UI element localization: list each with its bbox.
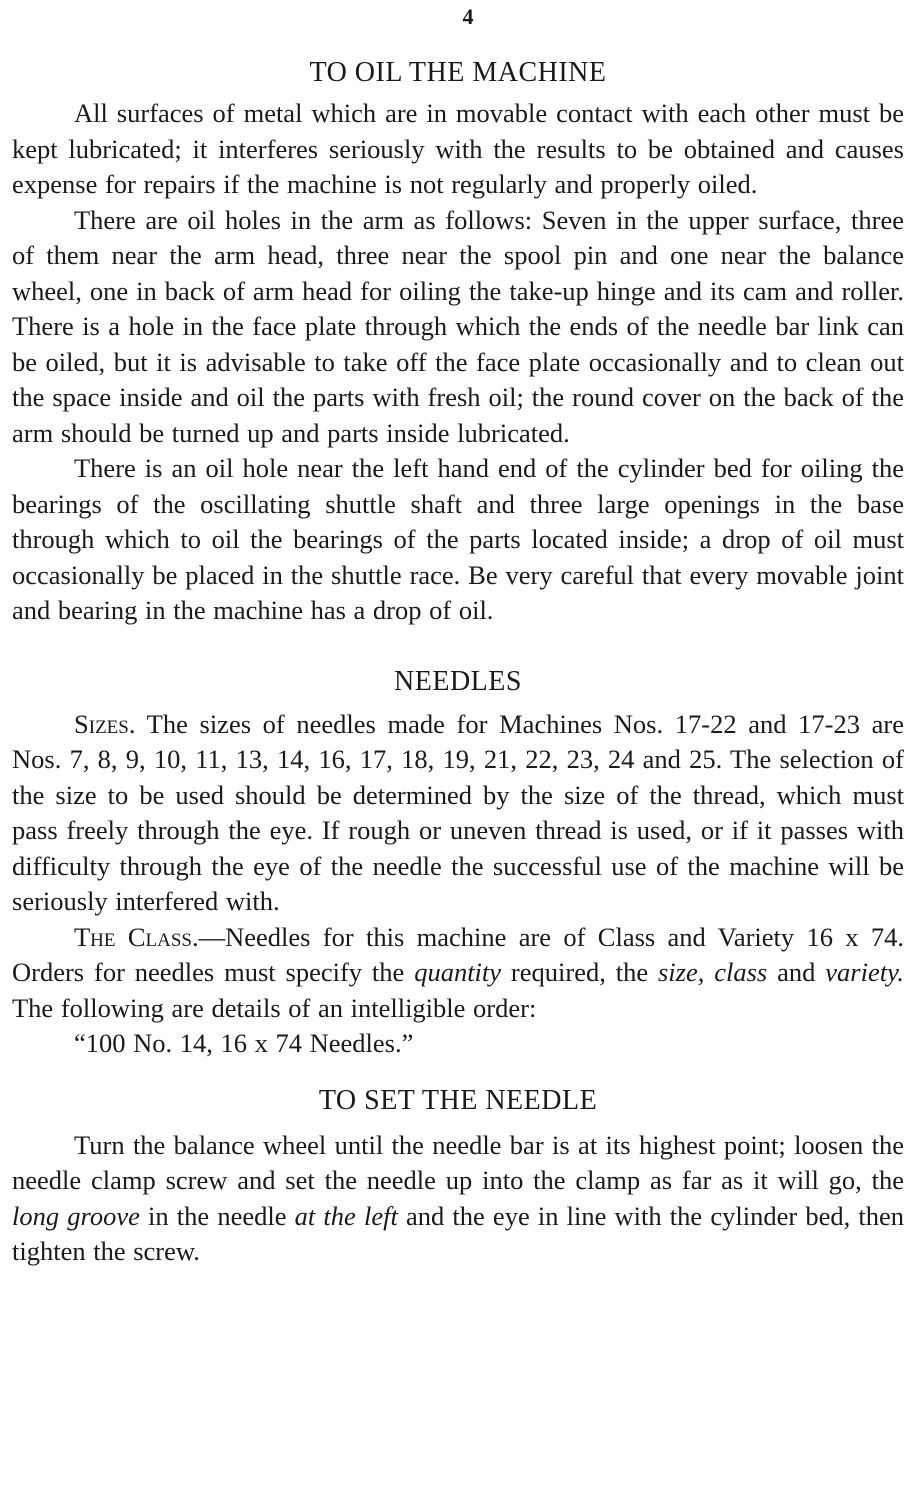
set-em-long-groove: long groove <box>12 1200 140 1231</box>
class-text-1: —Needles for this machine are of Class and Variety 16 x 74. Orders for needles must specify the <box>12 921 905 987</box>
set-text-3: and the eye in line with the cylinder bed, then tighten the screw. <box>12 1200 904 1266</box>
oil-paragraph-3: There is an oil hole near the left hand end of the cylinder bed for oiling the bearings of the oscillating shuttle shaft and three large openings in the base through which to oil the bearings of the parts located inside; a drop of oil must occasionally be placed in the shuttle race. Be very careful that every movable joint and bearing in the machine has a drop of oil. <box>12 453 904 625</box>
oil-paragraph-2: There are oil holes in the arm as follows: Seven in the upper surface, three of them near the arm head, three near the spool pin and one near the balance wheel, one in back of arm head for oiling the take-up hinge and its cam and roller. There is a hole in the face plate through which the ends of the needle bar link can be oiled, but it is advisable to take off the face plate occasionally and to clean out the space inside and oil the parts with fresh oil; the round cover on the back of the arm should be turned up and parts inside lubricated. <box>12 204 904 448</box>
needle-sizes-paragraph <box>12 707 904 920</box>
set-text-1: Turn the balance wheel until the needle bar is at its highest point; loosen the needle clamp screw and set the needle up into the clamp as far as it will go, the <box>12 1129 904 1195</box>
heading-needles: NEEDLES <box>394 665 522 697</box>
class-text-2: required, the <box>501 957 658 987</box>
oil-paragraph-1: All surfaces of metal which are in movable contact with each other must be kept lubricated; it interferes seriously with the results to be obtained and causes expense for repairs if the machine is not regularly and properly oiled. <box>12 98 904 199</box>
heading-to-oil-the-machine: TO OIL THE MACHINE <box>309 57 607 88</box>
order-example: “100 No. 14, 16 x 74 Needles.” <box>74 1028 414 1058</box>
class-lead: The Class. <box>74 921 199 952</box>
class-em-variety: variety. <box>825 957 905 987</box>
set-em-at-the-left: at the left <box>294 1200 398 1231</box>
set-needle-paragraph <box>12 1128 904 1270</box>
heading-to-set-the-needle: TO SET THE NEEDLE <box>318 1084 598 1116</box>
document-page <box>12 0 904 1270</box>
class-text-4: The following are details of an intelligible order: <box>12 992 537 1023</box>
needle-class-paragraph <box>12 920 904 1027</box>
sizes-lead: Sizes. <box>74 708 136 739</box>
class-em-size-class: size, class <box>657 957 768 987</box>
class-em-quantity: quantity <box>414 957 502 987</box>
sizes-text: The sizes of needles made for Machines Nos. 17-22 and 17-23 are Nos. 7, 8, 9, 10, 11, 13, 14, 16, 17, 18, 19, 21, 22, 23, 24 and 25. The selection of the size to be used should be determined by the size of the thread, which must pass freely through the eye. If rough or uneven thread is used, or if it passes with difficulty through the eye of the needle the successful use of the machine will be seriously interfered with. <box>12 708 904 916</box>
set-text-2: in the needle <box>139 1200 295 1231</box>
page-number: 4 <box>462 4 474 29</box>
class-text-3: and <box>767 957 826 987</box>
